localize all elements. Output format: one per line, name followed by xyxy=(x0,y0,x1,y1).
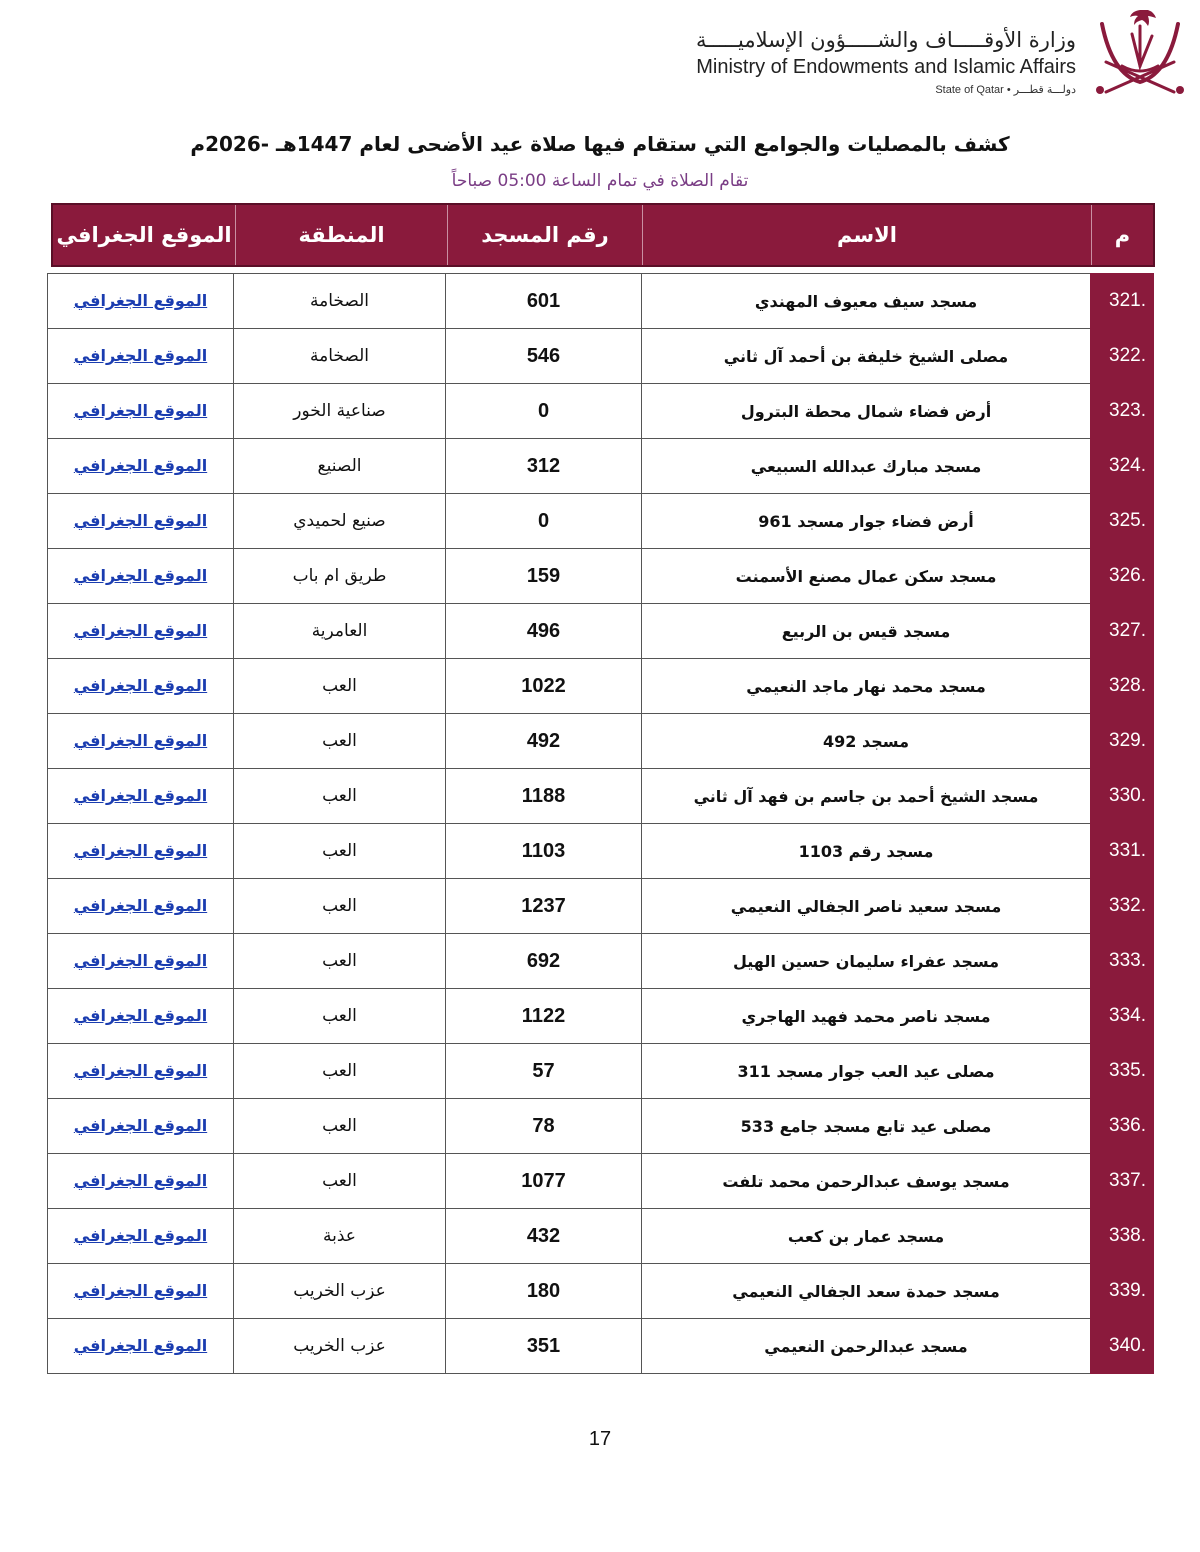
location-link[interactable]: الموقع الجغرافي xyxy=(73,731,208,750)
area-name: صناعية الخور xyxy=(234,384,446,439)
location-link[interactable]: الموقع الجغرافي xyxy=(73,346,208,365)
row-number: 338. xyxy=(1091,1209,1154,1264)
mosque-number: 57 xyxy=(446,1044,642,1099)
mosque-name: مصلى عيد تابع مسجد جامع 533 xyxy=(642,1099,1091,1154)
location-cell xyxy=(48,384,234,439)
table-row xyxy=(48,1099,1154,1154)
table-row xyxy=(48,1264,1154,1319)
mosque-name: مصلى عيد العب جوار مسجد 311 xyxy=(642,1044,1091,1099)
row-number: 334. xyxy=(1091,989,1154,1044)
mosque-name: مسجد ناصر محمد فهيد الهاجري xyxy=(642,989,1091,1044)
table-row xyxy=(48,714,1154,769)
location-link[interactable]: الموقع الجغرافي xyxy=(73,511,208,530)
location-cell xyxy=(48,494,234,549)
location-link[interactable]: الموقع الجغرافي xyxy=(73,1336,208,1355)
row-number: 324. xyxy=(1091,439,1154,494)
mosque-number: 0 xyxy=(446,384,642,439)
mosque-number: 159 xyxy=(446,549,642,604)
location-cell xyxy=(48,769,234,824)
location-link[interactable]: الموقع الجغرافي xyxy=(73,841,208,860)
table-row xyxy=(48,659,1154,714)
mosque-number: 1188 xyxy=(446,769,642,824)
table-header xyxy=(51,203,1155,267)
area-name: صنيع لحميدي xyxy=(234,494,446,549)
location-link[interactable]: الموقع الجغرافي xyxy=(73,1226,208,1245)
location-link[interactable]: الموقع الجغرافي xyxy=(73,1171,208,1190)
mosque-name: أرض فضاء جوار مسجد 961 xyxy=(642,494,1091,549)
area-name: عذبة xyxy=(234,1209,446,1264)
ministry-name-arabic: وزارة الأوقـــــاف والشـــــؤون الإسلاميـــــة xyxy=(695,28,1076,52)
location-link[interactable]: الموقع الجغرافي xyxy=(73,401,208,420)
location-cell xyxy=(48,934,234,989)
area-name: العب xyxy=(234,824,446,879)
table-row xyxy=(48,329,1154,384)
row-number: 326. xyxy=(1091,549,1154,604)
location-link[interactable]: الموقع الجغرافي xyxy=(73,896,208,915)
mosque-name: مصلى الشيخ خليفة بن أحمد آل ثاني xyxy=(642,329,1091,384)
mosque-name: مسجد يوسف عبدالرحمن محمد تلفت xyxy=(642,1154,1091,1209)
location-link[interactable]: الموقع الجغرافي xyxy=(73,786,208,805)
location-link[interactable]: الموقع الجغرافي xyxy=(73,1061,208,1080)
column-header-num: م xyxy=(1091,205,1153,265)
location-link[interactable]: الموقع الجغرافي xyxy=(73,951,208,970)
mosque-name: مسجد سعيد ناصر الجفالي النعيمي xyxy=(642,879,1091,934)
location-cell xyxy=(48,989,234,1044)
row-number: 329. xyxy=(1091,714,1154,769)
mosque-number: 1237 xyxy=(446,879,642,934)
mosques-table xyxy=(47,273,1154,1374)
mosque-name: مسجد عمار بن كعب xyxy=(642,1209,1091,1264)
mosque-name: مسجد قيس بن الربيع xyxy=(642,604,1091,659)
area-name: العب xyxy=(234,1099,446,1154)
location-cell xyxy=(48,824,234,879)
row-number: 339. xyxy=(1091,1264,1154,1319)
location-link[interactable]: الموقع الجغرافي xyxy=(73,456,208,475)
row-number: 330. xyxy=(1091,769,1154,824)
mosque-number: 1077 xyxy=(446,1154,642,1209)
table-row xyxy=(48,824,1154,879)
mosque-name: مسجد حمدة سعد الجفالي النعيمي xyxy=(642,1264,1091,1319)
table-body xyxy=(48,274,1154,1374)
column-header-name: الاسم xyxy=(642,205,1091,265)
column-header-mosque-no: رقم المسجد xyxy=(447,205,642,265)
location-cell xyxy=(48,1099,234,1154)
mosque-number: 546 xyxy=(446,329,642,384)
location-cell xyxy=(48,659,234,714)
area-name: العب xyxy=(234,769,446,824)
row-number: 327. xyxy=(1091,604,1154,659)
row-number: 335. xyxy=(1091,1044,1154,1099)
table-row xyxy=(48,1154,1154,1209)
table-row xyxy=(48,1044,1154,1099)
area-name: العب xyxy=(234,879,446,934)
table-row xyxy=(48,934,1154,989)
table-row xyxy=(48,989,1154,1044)
row-number: 321. xyxy=(1091,274,1154,329)
area-name: العب xyxy=(234,659,446,714)
location-cell xyxy=(48,1319,234,1374)
mosque-name: مسجد محمد نهار ماجد النعيمي xyxy=(642,659,1091,714)
mosque-number: 601 xyxy=(446,274,642,329)
row-number: 328. xyxy=(1091,659,1154,714)
mosque-number: 496 xyxy=(446,604,642,659)
area-name: طريق ام باب xyxy=(234,549,446,604)
ministry-name-english: Ministry of Endowments and Islamic Affairs xyxy=(696,56,1076,78)
table-row xyxy=(48,384,1154,439)
location-link[interactable]: الموقع الجغرافي xyxy=(73,621,208,640)
mosque-name: أرض فضاء شمال محطة البترول xyxy=(642,384,1091,439)
location-cell xyxy=(48,1154,234,1209)
table-row xyxy=(48,274,1154,329)
table-row xyxy=(48,879,1154,934)
page-title: كشف بالمصليات والجوامع التي ستقام فيها صلاة عيد الأضحى لعام 1447هـ -2026م xyxy=(190,132,1010,156)
location-cell xyxy=(48,329,234,384)
location-cell xyxy=(48,714,234,769)
column-header-location: الموقع الجغرافي xyxy=(56,223,232,247)
mosque-number: 312 xyxy=(446,439,642,494)
table-row xyxy=(48,494,1154,549)
table-row xyxy=(48,1319,1154,1374)
location-cell xyxy=(48,879,234,934)
row-number: 322. xyxy=(1091,329,1154,384)
location-cell xyxy=(48,1209,234,1264)
table-row xyxy=(48,549,1154,604)
page-header xyxy=(0,0,1200,110)
location-link[interactable]: الموقع الجغرافي xyxy=(73,566,208,585)
row-number: 336. xyxy=(1091,1099,1154,1154)
area-name: العامرية xyxy=(234,604,446,659)
mosque-number: 1022 xyxy=(446,659,642,714)
location-cell xyxy=(48,1044,234,1099)
table-row xyxy=(48,604,1154,659)
location-cell xyxy=(48,604,234,659)
row-number: 332. xyxy=(1091,879,1154,934)
row-number: 323. xyxy=(1091,384,1154,439)
location-link[interactable]: الموقع الجغرافي xyxy=(73,676,208,695)
mosque-number: 1103 xyxy=(446,824,642,879)
row-number: 331. xyxy=(1091,824,1154,879)
location-link[interactable]: الموقع الجغرافي xyxy=(73,291,208,310)
mosque-number: 1122 xyxy=(446,989,642,1044)
area-name: الصخامة xyxy=(234,329,446,384)
page-number: 17 xyxy=(588,1428,612,1450)
mosque-name: مسجد رقم 1103 xyxy=(642,824,1091,879)
location-link[interactable]: الموقع الجغرافي xyxy=(73,1281,208,1300)
location-cell xyxy=(48,549,234,604)
mosque-number: 78 xyxy=(446,1099,642,1154)
location-cell xyxy=(48,274,234,329)
mosque-name: مسجد سكن عمال مصنع الأسمنت xyxy=(642,549,1091,604)
mosque-name: مسجد مبارك عبدالله السبيعي xyxy=(642,439,1091,494)
qatar-emblem-icon xyxy=(1092,4,1188,100)
mosque-number: 351 xyxy=(446,1319,642,1374)
area-name: عزب الخريب xyxy=(234,1319,446,1374)
mosque-name: مسجد 492 xyxy=(642,714,1091,769)
area-name: عزب الخريب xyxy=(234,1264,446,1319)
table-row xyxy=(48,1209,1154,1264)
table-row xyxy=(48,439,1154,494)
mosque-name: مسجد سيف معيوف المهندي xyxy=(642,274,1091,329)
area-name: العب xyxy=(234,934,446,989)
row-number: 325. xyxy=(1091,494,1154,549)
location-link[interactable]: الموقع الجغرافي xyxy=(73,1006,208,1025)
mosque-number: 0 xyxy=(446,494,642,549)
area-name: الصنيع xyxy=(234,439,446,494)
mosque-number: 692 xyxy=(446,934,642,989)
mosque-number: 432 xyxy=(446,1209,642,1264)
area-name: العب xyxy=(234,714,446,769)
state-label: State of Qatar • دولـــة قطـــر xyxy=(935,84,1076,96)
area-name: العب xyxy=(234,1044,446,1099)
area-name: العب xyxy=(234,1154,446,1209)
row-number: 337. xyxy=(1091,1154,1154,1209)
mosque-name: مسجد عبدالرحمن النعيمي xyxy=(642,1319,1091,1374)
row-number: 340. xyxy=(1091,1319,1154,1374)
mosque-name: مسجد الشيخ أحمد بن جاسم بن فهد آل ثاني xyxy=(642,769,1091,824)
area-name: العب xyxy=(234,989,446,1044)
location-cell xyxy=(48,439,234,494)
page-subtitle: تقام الصلاة في تمام الساعة 05:00 صباحاً xyxy=(451,171,749,191)
table-row xyxy=(48,769,1154,824)
location-link[interactable]: الموقع الجغرافي xyxy=(73,1116,208,1135)
row-number: 333. xyxy=(1091,934,1154,989)
mosque-number: 180 xyxy=(446,1264,642,1319)
location-cell xyxy=(48,1264,234,1319)
mosque-name: مسجد عفراء سليمان حسين الهيل xyxy=(642,934,1091,989)
column-header-area: المنطقة xyxy=(235,205,447,265)
mosque-number: 492 xyxy=(446,714,642,769)
area-name: الصخامة xyxy=(234,274,446,329)
